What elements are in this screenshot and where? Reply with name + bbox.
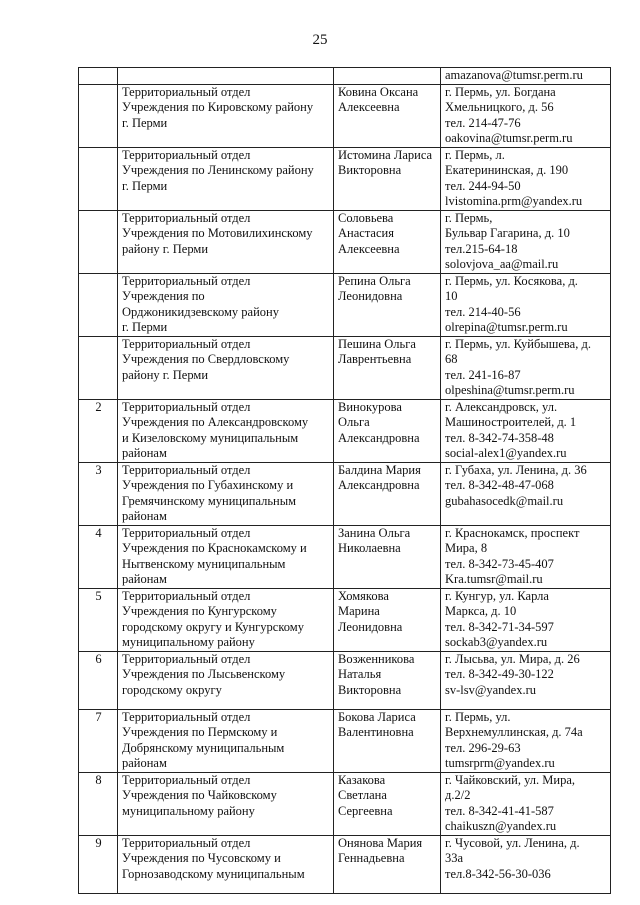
contact-cell: [441, 147, 611, 210]
person-line: Александровна: [338, 430, 420, 445]
department-cell: [118, 772, 334, 835]
table-row: [79, 462, 611, 525]
contact-cell: [441, 336, 611, 399]
person-line: Бокова Лариса: [338, 709, 416, 724]
department-line: муниципальному району: [122, 635, 255, 649]
person-cell: [334, 84, 441, 147]
person-cell: [334, 835, 441, 893]
person-line: Геннадьевна: [338, 851, 405, 865]
row-number-cell: 8: [79, 772, 118, 835]
contact-line: solovjova_aa@mail.ru: [445, 257, 559, 271]
person-line: Занина Ольга: [338, 525, 411, 540]
department-cell: [118, 84, 334, 147]
table-row: [79, 772, 611, 835]
person-line: Соловьева: [338, 210, 394, 225]
department-line: г. Перми: [122, 178, 168, 193]
person-line: Леонидовна: [338, 289, 403, 303]
person-line: Онянова Мария: [338, 835, 423, 850]
row-number-cell: [79, 273, 118, 336]
person-line: Казакова: [338, 772, 386, 787]
contact-cell: [441, 772, 611, 835]
contact-line: г. Пермь, ул. Куйбышева, д.: [445, 336, 591, 351]
person-line: Истомина Лариса: [338, 147, 433, 162]
department-line: Учреждения по Пермскому и: [122, 725, 278, 739]
row-number-cell: 2: [79, 399, 118, 462]
table-row: [79, 651, 611, 709]
table-body: [79, 68, 611, 894]
department-line: Орджоникидзевскому району: [122, 304, 279, 319]
contact-line: г. Пермь,: [445, 210, 493, 225]
contact-line: 33а: [445, 851, 464, 865]
person-cell: [334, 210, 441, 273]
person-cell: [334, 68, 441, 85]
department-cell: [118, 210, 334, 273]
person-line: Хомякова: [338, 588, 389, 603]
department-line: Учреждения по Ленинскому району: [122, 163, 314, 177]
person-cell: [334, 399, 441, 462]
contact-cell: [441, 835, 611, 893]
contact-line: Машиностроителей, д. 1: [445, 415, 577, 429]
contact-line: gubahasocedk@mail.ru: [445, 493, 564, 508]
contact-line: г. Краснокамск, проспект: [445, 525, 580, 540]
department-line: Территориальный отдел: [122, 462, 251, 477]
department-line: Учреждения по Свердловскому: [122, 352, 290, 366]
person-cell: [334, 709, 441, 772]
contact-line: sockab3@yandex.ru: [445, 635, 548, 649]
contact-line: тел. 296-29-63: [445, 740, 521, 755]
person-line: Репина Ольга: [338, 273, 411, 288]
row-number-cell: 3: [79, 462, 118, 525]
contact-line: тел. 244-94-50: [445, 178, 521, 193]
contact-line: Kra.tumsr@mail.ru: [445, 572, 543, 586]
department-line: Горнозаводскому муниципальным: [122, 866, 305, 881]
row-number-cell: 6: [79, 651, 118, 709]
contact-line: тел.215-64-18: [445, 241, 518, 256]
department-line: городскому округу: [122, 682, 222, 697]
person-line: Винокурова: [338, 399, 402, 414]
department-line: и Кизеловскому муниципальным: [122, 430, 299, 445]
contact-line: Мира, 8: [445, 541, 488, 555]
department-cell: [118, 525, 334, 588]
table-row: [79, 68, 611, 85]
department-line: районам: [122, 756, 167, 770]
contact-line: Бульвар Гагарина, д. 10: [445, 226, 570, 240]
department-line: району г. Перми: [122, 241, 209, 256]
person-line: Марина: [338, 604, 380, 618]
department-line: Территориальный отдел: [122, 772, 251, 787]
department-line: Учреждения по Кунгурскому: [122, 604, 277, 618]
row-number-cell: 4: [79, 525, 118, 588]
contact-line: Верхнемуллинская, д. 74а: [445, 725, 583, 739]
department-line: Территориальный отдел: [122, 399, 251, 414]
contact-line: г. Губаха, ул. Ленина, д. 36: [445, 462, 587, 477]
contact-line: oakovina@tumsr.perm.ru: [445, 131, 573, 145]
department-cell: [118, 462, 334, 525]
contact-cell: [441, 210, 611, 273]
contact-cell: [441, 651, 611, 709]
department-line: Территориальный отдел: [122, 210, 251, 225]
person-line: Николаевна: [338, 541, 401, 555]
contact-line: Маркса, д. 10: [445, 604, 517, 618]
department-line: Территориальный отдел: [122, 709, 251, 724]
table-row: [79, 709, 611, 772]
table-row: [79, 525, 611, 588]
department-line: Территориальный отдел: [122, 835, 251, 850]
department-line: муниципальному району: [122, 803, 255, 818]
department-line: г. Перми: [122, 320, 168, 334]
contact-line: д.2/2: [445, 788, 471, 802]
contact-cell: [441, 588, 611, 651]
department-line: Добрянскому муниципальным: [122, 740, 285, 755]
department-cell: [118, 651, 334, 709]
person-line: Леонидовна: [338, 619, 403, 634]
row-number-cell: [79, 68, 118, 85]
contact-cell: [441, 84, 611, 147]
person-line: Балдина Мария: [338, 462, 421, 477]
contact-line: 10: [445, 289, 458, 303]
page-number: 25: [312, 32, 328, 48]
person-line: Викторовна: [338, 163, 402, 177]
department-line: Учреждения по Лысьвенскому: [122, 667, 286, 681]
person-cell: [334, 651, 441, 709]
contact-line: г. Пермь, ул. Косякова, д.: [445, 273, 578, 288]
person-line: Ольга: [338, 415, 370, 429]
contact-line: тел. 8-342-71-34-597: [445, 619, 554, 634]
person-line: Наталья: [338, 667, 382, 681]
contact-line: тел. 8-342-73-45-407: [445, 556, 554, 571]
department-line: Учреждения по Краснокамскому и: [122, 541, 307, 555]
table-row: [79, 84, 611, 147]
person-line: Сергеевна: [338, 803, 393, 818]
person-line: Лаврентьевна: [338, 352, 412, 366]
contact-cell: [441, 525, 611, 588]
row-number-cell: [79, 84, 118, 147]
contact-line: sv-lsv@yandex.ru: [445, 682, 537, 697]
department-line: Учреждения по Мотовилихинскому: [122, 226, 313, 240]
department-line: районам: [122, 572, 167, 586]
department-line: Гремячинскому муниципальным: [122, 493, 297, 508]
department-cell: [118, 147, 334, 210]
department-cell: [118, 273, 334, 336]
row-number-cell: [79, 147, 118, 210]
person-cell: [334, 772, 441, 835]
contact-line: тел. 8-342-49-30-122: [445, 667, 554, 681]
contact-line: тел. 8-342-48-47-068: [445, 478, 554, 492]
department-line: Учреждения по: [122, 289, 205, 303]
person-line: Алексеевна: [338, 241, 400, 256]
contact-cell: [441, 462, 611, 525]
contact-line: тел. 8-342-74-358-48: [445, 430, 554, 445]
department-cell: [118, 588, 334, 651]
department-cell: [118, 399, 334, 462]
department-line: району г. Перми: [122, 367, 209, 382]
table-row: [79, 399, 611, 462]
table-row: [79, 273, 611, 336]
department-line: Учреждения по Губахинскому и: [122, 478, 294, 492]
contact-line: г. Чусовой, ул. Ленина, д.: [445, 835, 580, 850]
department-cell: [118, 835, 334, 893]
department-cell: [118, 336, 334, 399]
contact-line: olpeshina@tumsr.perm.ru: [445, 383, 575, 397]
contact-cell: [441, 68, 611, 85]
contact-line: г. Лысьва, ул. Мира, д. 26: [445, 651, 580, 666]
person-line: Анастасия: [338, 226, 394, 240]
contact-line: Хмельницкого, д. 56: [445, 100, 554, 114]
person-line: Возженникова: [338, 651, 415, 666]
department-line: Учреждения по Чусовскому и: [122, 851, 281, 865]
contact-line: amazanova@tumsr.perm.ru: [445, 68, 583, 82]
department-line: г. Перми: [122, 115, 168, 130]
contact-cell: [441, 399, 611, 462]
contact-line: social-alex1@yandex.ru: [445, 446, 567, 460]
row-number-cell: [79, 336, 118, 399]
contact-line: тел. 241-16-87: [445, 367, 521, 382]
contact-line: Екатерининская, д. 190: [445, 163, 569, 177]
table-row: [79, 588, 611, 651]
contacts-table: [78, 67, 611, 894]
contact-line: г. Пермь, ул.: [445, 709, 511, 724]
table-row: [79, 147, 611, 210]
table-row: [79, 210, 611, 273]
person-cell: [334, 336, 441, 399]
department-line: Нытвенскому муниципальным: [122, 556, 286, 571]
contact-line: 68: [445, 352, 458, 366]
row-number-cell: 7: [79, 709, 118, 772]
department-line: городскому округу и Кунгурскому: [122, 619, 304, 634]
person-cell: [334, 147, 441, 210]
department-line: Учреждения по Александровскому: [122, 415, 309, 429]
department-line: районам: [122, 446, 167, 460]
department-line: Учреждения по Кировскому району: [122, 100, 314, 114]
department-line: Территориальный отдел: [122, 147, 251, 162]
department-line: Территориальный отдел: [122, 588, 251, 603]
contact-line: тел. 214-47-76: [445, 115, 521, 130]
person-line: Валентиновна: [338, 725, 414, 739]
contact-line: lvistomina.prm@yandex.ru: [445, 194, 583, 208]
department-line: Территориальный отдел: [122, 651, 251, 666]
contact-line: tumsrprm@yandex.ru: [445, 756, 555, 770]
department-line: Территориальный отдел: [122, 273, 251, 288]
contact-line: г. Пермь, л.: [445, 147, 505, 162]
table-row: [79, 336, 611, 399]
department-line: Территориальный отдел: [122, 525, 251, 540]
department-line: Учреждения по Чайковскому: [122, 788, 277, 802]
row-number-cell: 5: [79, 588, 118, 651]
department-cell: [118, 709, 334, 772]
contact-cell: [441, 709, 611, 772]
person-cell: [334, 462, 441, 525]
contact-line: г. Чайковский, ул. Мира,: [445, 772, 576, 787]
contact-line: г. Пермь, ул. Богдана: [445, 84, 556, 99]
contact-cell: [441, 273, 611, 336]
department-line: Территориальный отдел: [122, 336, 251, 351]
row-number-cell: [79, 210, 118, 273]
table-row: [79, 835, 611, 893]
person-line: Светлана: [338, 788, 387, 802]
person-line: Викторовна: [338, 682, 402, 697]
person-line: Ковина Оксана: [338, 84, 419, 99]
person-line: Пешина Ольга: [338, 336, 416, 351]
row-number-cell: 9: [79, 835, 118, 893]
department-cell: [118, 68, 334, 85]
person-cell: [334, 588, 441, 651]
person-line: Александровна: [338, 478, 420, 492]
contact-line: chaikuszn@yandex.ru: [445, 819, 557, 833]
contact-line: г. Кунгур, ул. Карла: [445, 588, 549, 603]
department-line: районам: [122, 509, 167, 523]
person-cell: [334, 525, 441, 588]
contact-line: г. Александровск, ул.: [445, 399, 558, 414]
contact-line: тел.8-342-56-30-036: [445, 866, 551, 881]
person-line: Алексеевна: [338, 100, 400, 114]
contact-line: тел. 8-342-41-41-587: [445, 803, 554, 818]
department-line: Территориальный отдел: [122, 84, 251, 99]
person-cell: [334, 273, 441, 336]
contact-line: тел. 214-40-56: [445, 304, 521, 319]
contact-line: olrepina@tumsr.perm.ru: [445, 320, 568, 334]
